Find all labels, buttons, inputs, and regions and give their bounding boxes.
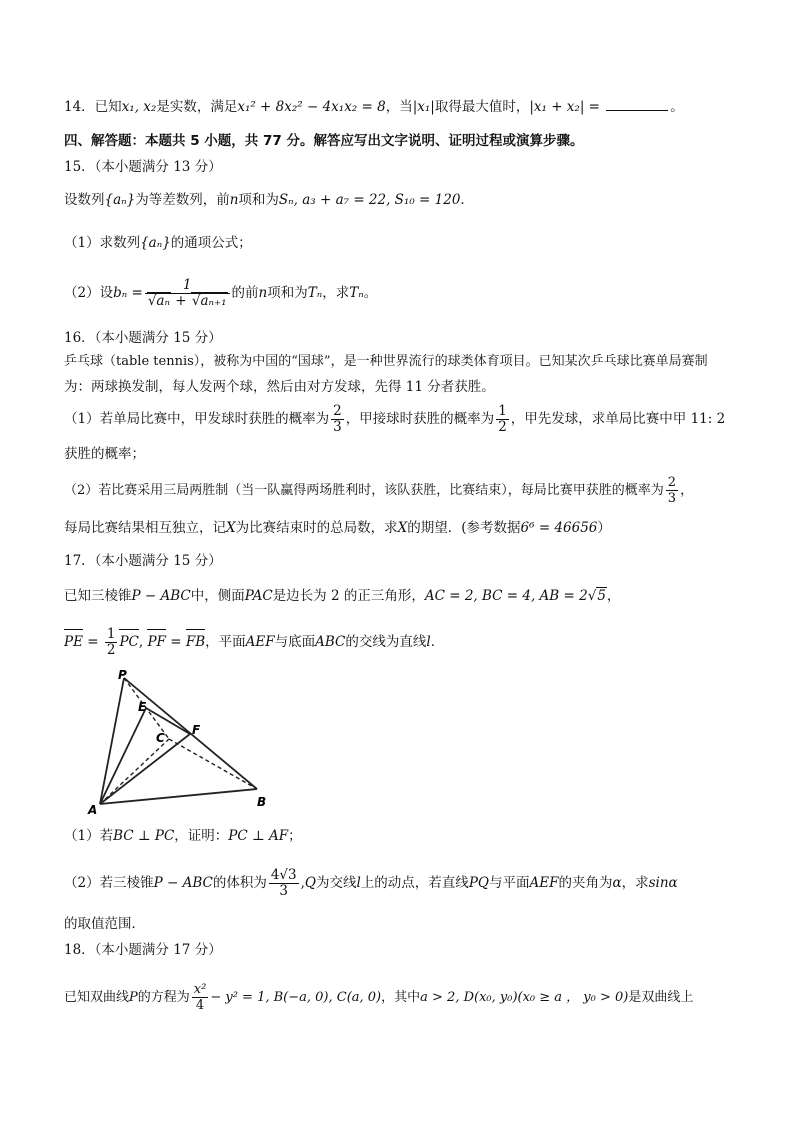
q15-plus: + — [170, 293, 191, 309]
label-f: F — [192, 723, 201, 737]
q14-abs-x1: |x₁| — [412, 99, 435, 115]
q16-var-x: X — [397, 520, 408, 536]
q17-text: 中，侧面 — [190, 588, 245, 604]
q14-equals: = — [584, 99, 605, 115]
edge-ae — [100, 708, 146, 804]
q17-p2-text: 的体积为 — [212, 875, 267, 891]
q15-sqrt-an1: √aₙ₊₁ — [191, 293, 227, 309]
q14-text: 14．已知 — [64, 99, 122, 115]
q15-n: n — [229, 192, 239, 208]
q15-text: 为等差数列，前 — [135, 192, 230, 208]
question-17-stem — [64, 586, 734, 606]
q18-text: ，其中 — [381, 990, 421, 1005]
question-17-part-1 — [64, 826, 734, 846]
question-17-vectors — [64, 627, 734, 658]
label-c: C — [156, 731, 165, 745]
edge-pc-hidden — [124, 678, 169, 739]
q16-f1-num: 2 — [333, 403, 342, 419]
edge-cb-hidden — [169, 739, 257, 789]
q18-text: 已知双曲线 — [64, 990, 130, 1005]
q16-p2-fraction — [666, 475, 678, 506]
label-a: A — [88, 803, 98, 817]
label-p: P — [118, 668, 127, 682]
q17-p2-aef: AEF — [529, 875, 559, 891]
q18-equation: − y² = 1, B(−a, 0), C(a, 0) — [210, 990, 382, 1005]
q18-text: 的方程为 — [137, 990, 190, 1005]
q16-p1-fraction-2 — [496, 404, 509, 435]
q15-p2-bn: bₙ = — [113, 285, 143, 301]
q16-p2-text: ， — [680, 483, 694, 498]
q16-p1-fraction-1 — [331, 404, 344, 435]
q15-p2-text: 的前 — [231, 285, 259, 301]
q16-p2-text: （2）若比赛采用三局两胜制（当一队赢得两场胜利时，该队获胜，比赛结束），每局比赛甲获胜的概率为 — [64, 483, 664, 498]
q17-text: 的交线为直线 — [345, 634, 427, 650]
q15-text: 项和为 — [238, 192, 279, 208]
question-16-part-1-cont: 获胜的概率； — [64, 446, 145, 462]
label-e: E — [138, 700, 147, 714]
question-16-part-2 — [64, 475, 734, 506]
question-16-line-1: 乒乓球（table tennis），被称为中国的“国球”，是一种世界流行的球类体育项目。已知某次乒乓球比赛单局赛制 — [64, 354, 708, 369]
q15-text: 设数列 — [64, 192, 105, 208]
q17-text: ，平面 — [205, 634, 246, 650]
q17-condition: AC = 2, BC = 4, AB = 2 — [424, 588, 588, 604]
q17-p2-l: l — [356, 875, 361, 891]
q15-text: ． — [460, 192, 474, 208]
q17-p1-text: ； — [288, 828, 302, 844]
q15-p2-text: 项和为 — [267, 285, 308, 301]
q17-text: ． — [430, 634, 445, 650]
q17-p1-text: （1）若 — [64, 828, 114, 844]
question-15-part-2 — [64, 278, 734, 309]
q17-p1-condition: BC ⊥ PC — [113, 828, 175, 844]
hyperbola-num: x² — [193, 982, 207, 997]
q15-p2-text: ，求 — [322, 285, 350, 301]
volume-num: 4√3 — [270, 867, 297, 883]
question-16-header: 16．（本小题满分 15 分） — [64, 330, 222, 346]
q17-p2-text: （2）若三棱锥 — [64, 875, 154, 891]
q17-abc: ABC — [315, 634, 346, 650]
q17-text: 是边长为 2 的正三角形， — [272, 588, 425, 604]
question-18-header: 18．（本小题满分 17 分） — [64, 942, 222, 958]
q15-frac-den — [145, 294, 230, 309]
q17-p2-alpha: α — [612, 875, 622, 891]
q15-sqrt-an: √aₙ — [147, 293, 170, 309]
q17-p1-text: ，证明： — [174, 828, 229, 844]
q17-line-l: l — [426, 634, 431, 650]
label-b: B — [257, 795, 267, 809]
half-den: 2 — [106, 642, 116, 658]
q16-p2-text: 每局比赛结果相互独立，记 — [64, 520, 226, 536]
question-14 — [64, 97, 734, 117]
question-16-part-1 — [64, 404, 734, 435]
q17-p2-text: 上的动点，若直线 — [360, 875, 469, 891]
q17-eq: = — [165, 634, 186, 650]
edge-pb — [124, 678, 257, 789]
vector-pf: PF — [147, 634, 166, 650]
question-17-header: 17．（本小题满分 15 分） — [64, 553, 222, 569]
vector-fb: FB — [185, 634, 206, 650]
q15-fraction — [145, 278, 230, 309]
q18-text: 是双曲线上 — [628, 990, 694, 1005]
pyramid-figure — [85, 668, 305, 818]
q14-text: 取得最大值时， — [434, 99, 530, 115]
q15-p2-text: （2）设 — [64, 285, 114, 301]
q17-pac: PAC — [244, 588, 273, 604]
q17-text: 与底面 — [274, 634, 316, 650]
question-16-part-2-cont — [64, 518, 734, 538]
q16-p1-text: ，甲接球时获胜的概率为 — [345, 411, 495, 427]
q14-end: 。 — [670, 99, 684, 115]
hyperbola-den: 4 — [195, 998, 205, 1013]
q16-p2-text: 的期望．(参考数据 — [407, 520, 521, 536]
q17-p2-text: 与平面 — [488, 875, 530, 891]
half-num: 1 — [106, 626, 116, 642]
q14-abs-sum: |x₁ + x₂| — [529, 99, 585, 115]
q14-vars: x₁, x₂ — [121, 99, 157, 115]
question-18-stem — [64, 982, 734, 1013]
q14-equation: x₁² + 8x₂² − 4x₁x₂ = 8 — [237, 99, 386, 115]
q17-p2-pq: PQ — [468, 875, 489, 891]
vector-pe: PE — [64, 634, 83, 650]
q16-var-x: X — [226, 520, 236, 536]
q17-p2-text: 为交线 — [315, 875, 357, 891]
q16-p2-num: 2 — [667, 475, 677, 490]
q14-text: ，当 — [385, 99, 413, 115]
sqrt-symbol: √ — [587, 588, 597, 604]
q18-p: P — [129, 990, 138, 1005]
q17-p2-q: Q — [304, 875, 316, 891]
q15-p1-text: （1）求数列 — [64, 235, 141, 251]
q15-p2-tn2: Tₙ — [349, 285, 364, 301]
q17-p2-pabc: P − ABC — [153, 875, 213, 891]
question-17-part-2 — [64, 868, 734, 899]
volume-den: 3 — [279, 883, 289, 899]
edge-ef — [146, 708, 190, 734]
q15-p2-n: n — [258, 285, 268, 301]
half-fraction — [105, 627, 118, 658]
q17-eq: = — [82, 634, 103, 650]
q16-p2-text: 为比赛结束时的总局数，求 — [235, 520, 398, 536]
q15-p1-text: 的通项公式； — [170, 235, 252, 251]
q16-p2-text: ） — [597, 520, 611, 536]
q16-reference: 6⁶ = 46656 — [520, 520, 598, 536]
question-15-part-1 — [64, 233, 734, 253]
q17-text: ， — [606, 588, 621, 604]
q17-root: 5 — [597, 588, 606, 604]
q15-p1-seq: {aₙ} — [140, 235, 171, 251]
q17-aef: AEF — [245, 634, 275, 650]
answer-blank[interactable] — [606, 98, 668, 111]
q15-p2-tn: Tₙ — [307, 285, 323, 301]
q17-p1-goal: PC ⊥ AF — [228, 828, 289, 844]
q16-f1-den: 3 — [333, 419, 342, 435]
edge-af — [100, 734, 190, 804]
q18-condition: a > 2, D(x₀, y₀)(x₀ ≥ a ， y₀ > 0) — [420, 990, 629, 1005]
q16-f2-den: 2 — [498, 419, 507, 435]
edge-ab — [100, 789, 257, 804]
q17-p2-text: ，求 — [621, 875, 649, 891]
section-heading: 四、解答题：本题共 5 小题，共 77 分。解答应写出文字说明、证明过程或演算步骤。 — [64, 133, 584, 149]
question-15-stem — [64, 190, 734, 210]
q17-comma: , — [138, 634, 148, 650]
q15-seq: {aₙ} — [104, 192, 136, 208]
volume-fraction — [269, 868, 299, 899]
question-15-header: 15．（本小题满分 13 分） — [64, 159, 222, 175]
q16-p1-text: （1）若单局比赛中，甲发球时获胜的概率为 — [64, 411, 330, 427]
q15-condition: Sₙ, a₃ + a₇ = 22, S₁₀ = 120 — [278, 192, 461, 208]
q17-p2-text: 的夹角为 — [558, 875, 613, 891]
q15-frac-num: 1 — [145, 278, 230, 294]
q17-p2-sin: sinα — [648, 875, 678, 891]
q15-p2-text: 。 — [363, 285, 378, 301]
q17-pabc: P − ABC — [131, 588, 191, 604]
q17-text: 已知三棱锥 — [64, 588, 132, 604]
q14-text: 是实数，满足 — [156, 99, 238, 115]
question-16-line-2: 为：两球换发制，每人发两个球，然后由对方发球，先得 11 分者获胜。 — [64, 379, 495, 395]
edge-pa — [100, 678, 124, 804]
q16-p1-text: ，甲先发球，求单局比赛中甲 11: 2 — [510, 411, 726, 427]
q16-p2-den: 3 — [667, 491, 677, 506]
vector-pc: PC — [119, 634, 139, 650]
q16-f2-num: 1 — [498, 403, 507, 419]
hyperbola-fraction — [192, 982, 209, 1013]
q17-p2-text: , — [300, 875, 305, 891]
question-17-part-2-cont: 的取值范围． — [64, 916, 145, 932]
